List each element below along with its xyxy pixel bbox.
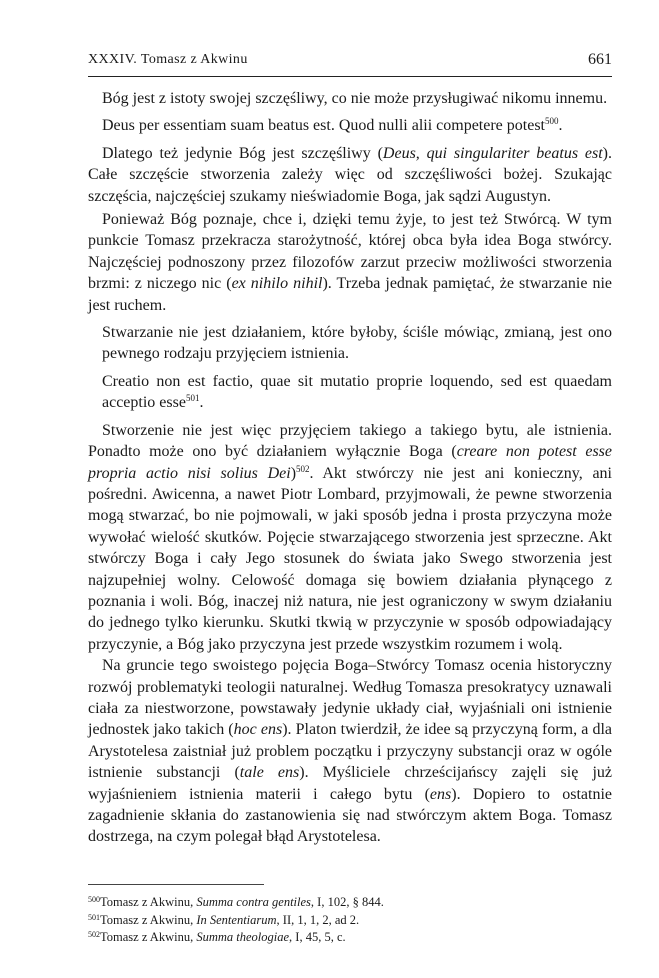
quote-text: Stwarzanie nie jest działaniem, które byłoby, ściśle mówiąc, zmianą, jest ono pewnego rodzaju przyjęciem istnienia. (102, 324, 612, 363)
paragraph-text: ). Trzeba jednak pamiętać, że stwarzanie nie jest ruchem. (88, 275, 612, 314)
latin-phrase: tale ens (239, 764, 300, 782)
quote-polish-2 (88, 322, 612, 365)
quote-polish-1 (88, 88, 612, 109)
footnote-ref-501[interactable]: 501 (185, 393, 200, 404)
footnote-author: Tomasz z Akwinu, (100, 895, 197, 909)
paragraph-2 (88, 209, 612, 316)
quote-text: Creatio non est factio, quae sit mutatio proprie loquendo, sed est quaedam acceptio esse (102, 372, 612, 412)
punctuation: . (199, 394, 204, 412)
latin-phrase: Deus, qui singulariter beatus est (382, 144, 603, 162)
footnote-title: In Sententiarum (196, 912, 277, 927)
paragraph-text: Dlatego też jedynie Bóg jest szczęśliwy ( (102, 144, 383, 162)
footnote-502 (88, 929, 612, 947)
paragraph-text: Na gruncie tego swoistego pojęcia Boga–Stwórcy Tomasz ocenia historyczny rozwój problematyki teologii naturalnej. Według Tomasza presokratycy uznawali ciała za niestworzone, powstawały jedynie układy ciał, wyjaśniali oni istnienie jednostek jako takich ( (88, 657, 612, 739)
paragraph-text: ). Myśliciele chrześcijańscy zajęli się już wyjaśnieniem istnienia materii i całego bytu ( (88, 764, 613, 803)
paragraph-4 (88, 655, 612, 848)
footnote-locator: , I, 45, 5, c. (289, 930, 346, 944)
paragraph-text: ). Całe szczęście stworzenia zależy więc od szczęśliwości bożej. Szukając szczęścia, najczęściej szukamy nieświadomie Boga, jak sądzi Augustyn. (88, 144, 612, 205)
footnote-divider (88, 884, 264, 885)
footnote-locator: , I, 102, § 844. (310, 895, 384, 909)
quote-latin-2 (88, 371, 612, 414)
paragraph-1 (88, 143, 612, 207)
punctuation: . (558, 117, 563, 135)
footnote-author: Tomasz z Akwinu, (100, 912, 197, 927)
footnote-title: Summa contra gentiles (196, 895, 311, 909)
footnote-author: Tomasz z Akwinu, (100, 930, 197, 944)
running-head: XXXIV. Tomasz z Akwinu (88, 52, 248, 67)
footnote-number: 501 (88, 912, 100, 922)
paragraph-text: ). Platon twierdził, że idee są przyczyną form, a dla Arystotelesa zaistniał już problem początku i przyczyny substancji oraz w ogóle istnienie substancji ( (88, 721, 612, 782)
paragraph-text: . Akt stwórczy nie jest ani konieczny, ani pośredni. Awicenna, a nawet Piotr Lombard, przyjmowali, że pewne stworzenia mogą stwarzać, bo nie pojmowali, w jaki sposób jedna i prosta przyczyna może wywołać wielość skutków. Pojęcie stwarzającego stworzenia jest sprzeczne. Akt stwórczy Boga i cały Jego stosunek do świata jako Swego stworzenia jest najzupełniej wolny. Celowość domaga się bowiem działania płynącego z poznania i woli. Bóg, inaczej niż natura, nie jest ograniczony w swym działaniu do jednego tylko kierunku. Skutki tkwią w przyczynie w sposób odpowiadający przyczynie, a Bóg jako przyczyna jest przede wszystkim rozumem i wolą. (88, 464, 612, 653)
footnote-ref-500[interactable]: 500 (545, 116, 559, 127)
paragraph-text: Stworzenie nie jest więc przyjęciem takiego a takiego bytu, ale istnienia. Ponadto może ono być działaniem wyłącznie Boga ( (88, 421, 612, 461)
footnote-500 (88, 894, 612, 912)
latin-phrase: creare non potest esse propria actio nisi solius Dei (88, 443, 612, 482)
latin-phrase: hoc ens (233, 721, 283, 739)
paragraph-text: ). Dopiero to ostatnie zagadnienie skłania do zastanowienia się nad stwórczym aktem Boga. Tomasz dostrzega, na czym polegał błąd Arystotelesa. (88, 785, 613, 846)
footnote-number: 500 (88, 895, 100, 904)
footnote-locator: , II, 1, 1, 2, ad 2. (276, 912, 360, 927)
quote-text: Bóg jest z istoty swojej szczęśliwy, co nie może przysługiwać nikomu innemu. (102, 90, 608, 107)
paragraph-3 (88, 420, 612, 655)
quote-text: Deus per essentiam suam beatus est. Quod nulli alii competere potest (102, 117, 545, 135)
main-text (88, 88, 612, 848)
paragraph-text: ) (290, 464, 297, 482)
quote-latin-1 (88, 115, 612, 136)
page-number: 661 (588, 51, 612, 68)
latin-phrase: ex nihilo nihil (231, 275, 323, 293)
paragraph-text: Ponieważ Bóg poznaje, chce i, dzięki temu żyje, to jest też Stwórcą. W tym punkcie Tomasz przekracza starożytność, której obca była idea Boga stwórcy. Najczęściej podnoszony przez filozofów zarzut przeciw możliwości stworzenia brzmi: z niczego nic ( (88, 211, 612, 293)
footnote-title: Summa theologiae (196, 930, 290, 944)
footnote-501 (88, 912, 612, 930)
latin-phrase: ens (429, 785, 452, 803)
footnote-number: 502 (88, 930, 100, 939)
page-header (88, 50, 612, 77)
footnote-ref-502[interactable]: 502 (296, 463, 310, 474)
footnotes (88, 894, 612, 947)
